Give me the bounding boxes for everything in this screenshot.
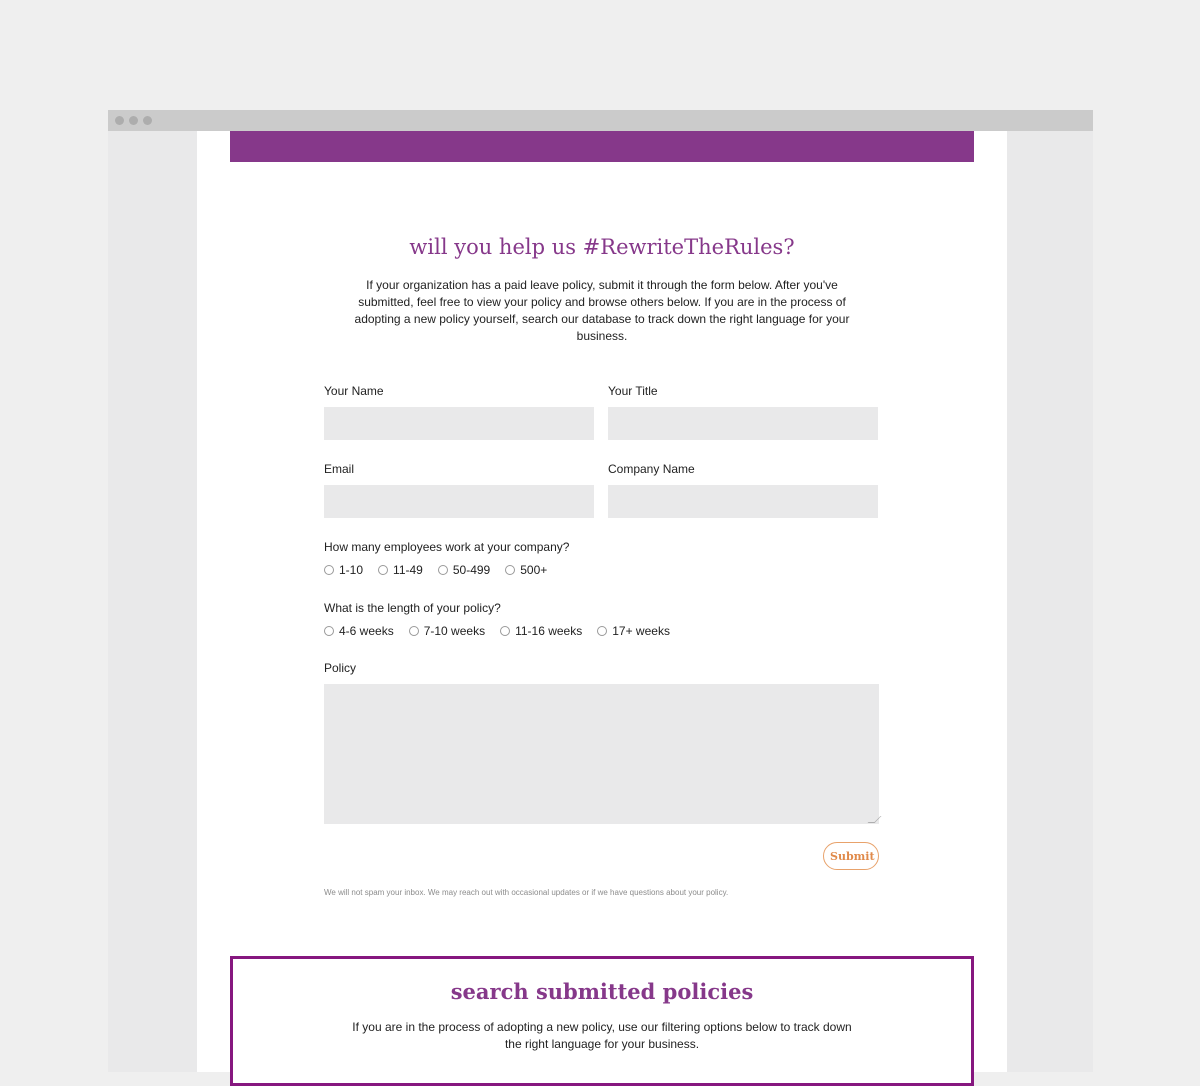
option-label: 11-49 (393, 563, 423, 577)
your-title-input[interactable] (608, 407, 878, 440)
policy-length-question: What is the length of your policy? (324, 601, 501, 615)
disclaimer-text: We will not spam your inbox. We may reach out with occasional updates or if we have questions about your policy. (324, 888, 729, 897)
employees-option-500-plus[interactable] (505, 563, 547, 577)
radio-circle[interactable] (500, 626, 510, 636)
policy-textarea[interactable] (324, 684, 879, 824)
option-label: 1-10 (339, 563, 364, 577)
your-title-label: Your Title (608, 384, 658, 398)
radio-circle[interactable] (378, 565, 388, 575)
form-intro: If your organization has a paid leave policy, submit it through the form below. After you've submitted, feel free to view your policy and browse others below. If you are in the process of adopting a new policy yourself, search our database to track down the right language for your business. (354, 278, 850, 343)
company-name-label: Company Name (608, 462, 695, 476)
search-heading: search submitted policies (450, 979, 754, 1004)
option-label: 50-499 (452, 563, 491, 577)
policy-length-option-4-6[interactable] (324, 624, 394, 638)
window-minimize-dot[interactable] (129, 116, 138, 125)
option-label: 500+ (520, 563, 548, 577)
policy-length-radio-group (324, 624, 685, 638)
employees-radio-group (324, 563, 562, 577)
radio-circle[interactable] (324, 626, 334, 636)
page-content (197, 131, 1007, 1072)
submit-button[interactable]: Submit (823, 842, 879, 870)
policy-length-option-7-10[interactable] (409, 624, 485, 638)
your-name-label: Your Name (324, 384, 384, 398)
option-label: 17+ weeks (612, 624, 670, 638)
option-label: 11-16 weeks (515, 624, 583, 638)
employees-option-11-49[interactable] (378, 563, 423, 577)
option-label: 7-10 weeks (423, 624, 486, 638)
employees-option-50-499[interactable] (438, 563, 490, 577)
policy-label: Policy (324, 661, 357, 675)
browser-window (108, 110, 1093, 1072)
radio-circle[interactable] (505, 565, 515, 575)
header-banner (230, 131, 974, 162)
your-name-input[interactable] (324, 407, 594, 440)
form-heading: will you help us #RewriteTheRules? (409, 235, 795, 259)
radio-circle[interactable] (409, 626, 419, 636)
window-close-dot[interactable] (115, 116, 124, 125)
email-input[interactable] (324, 485, 594, 518)
employees-option-1-10[interactable] (324, 563, 363, 577)
policy-length-option-17-plus[interactable] (597, 624, 670, 638)
employees-question: How many employees work at your company? (324, 540, 570, 554)
window-maximize-dot[interactable] (143, 116, 152, 125)
company-name-input[interactable] (608, 485, 878, 518)
search-policies-section (230, 956, 974, 1086)
option-label: 4-6 weeks (339, 624, 394, 638)
radio-circle[interactable] (438, 565, 448, 575)
search-intro: If you are in the process of adopting a new policy, use our filtering options below to track down the right language for your business. (352, 1020, 852, 1051)
browser-titlebar (108, 110, 1093, 131)
email-label: Email (324, 462, 355, 476)
radio-circle[interactable] (597, 626, 607, 636)
policy-length-option-11-16[interactable] (500, 624, 582, 638)
radio-circle[interactable] (324, 565, 334, 575)
